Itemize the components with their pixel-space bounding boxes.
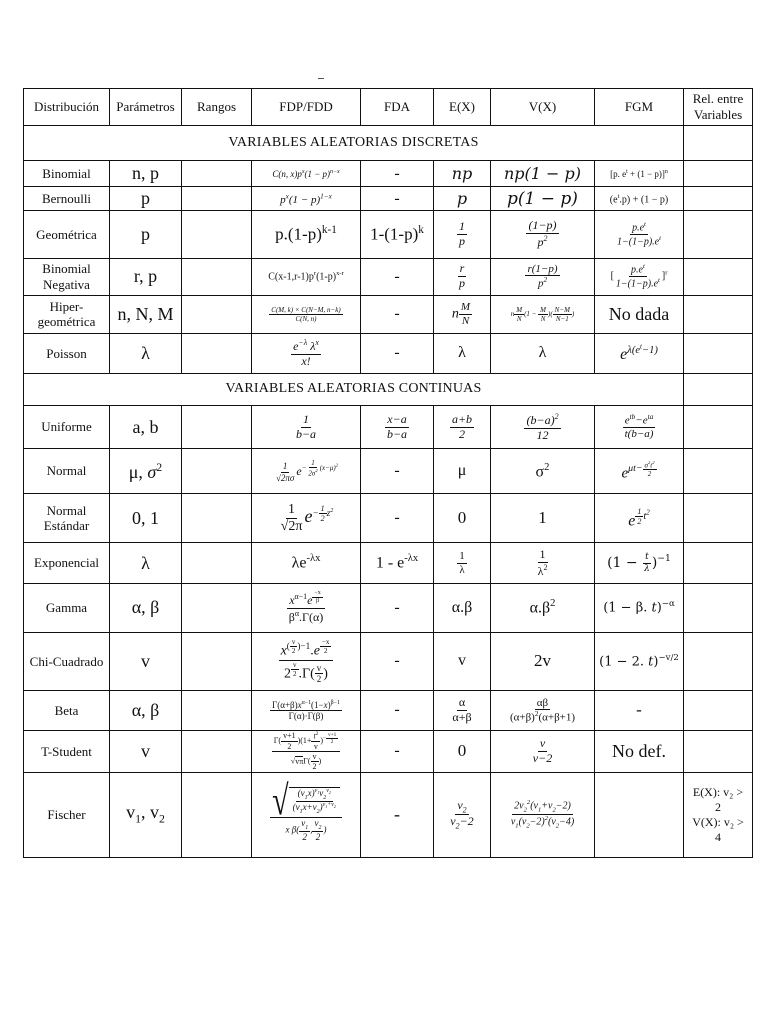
ex-formula: $\frac{r}{p}$ — [434, 258, 491, 295]
rel-conditions: E(X): v₂ > 2 V(X): v₂ > 4 — [684, 772, 753, 857]
row-normal — [24, 449, 753, 494]
header-rangos: Rangos — [182, 89, 252, 126]
ex-formula: $\frac{1}{p}$ — [434, 211, 491, 258]
header-fgm: FGM — [595, 89, 684, 126]
fdp-formula: $\frac{e^{-\lambda} \lambda^x}{x!}$ — [252, 333, 361, 373]
fda-value: - — [361, 449, 434, 494]
fda-value: - — [361, 731, 434, 773]
params: λ — [110, 333, 182, 373]
row-fischer — [24, 772, 753, 857]
row-binomial — [24, 161, 753, 187]
fda-value: - — [361, 258, 434, 295]
ex-value: α.β — [434, 583, 491, 632]
fdp-formula: $\lambda e^{-\lambda x}$ — [252, 543, 361, 583]
ex-value: μ — [434, 449, 491, 494]
params: r, p — [110, 258, 182, 295]
header-fdp: FDP/FDD — [252, 89, 361, 126]
ex-formula: p — [434, 187, 491, 211]
fgm-value: No dada — [595, 295, 684, 333]
fgm-formula: $e^{\mu t- \frac{\sigma^2t^2}{2}}$ — [595, 449, 684, 494]
header-vx: V(X) — [491, 89, 595, 126]
vx-formula: $\frac{(1-p)}{p^2}$ — [491, 211, 595, 258]
row-t-student — [24, 731, 753, 773]
vx-formula: $\frac{v}{v-2}$ — [491, 731, 595, 773]
fda-value: - — [361, 161, 434, 187]
fgm-value: No def. — [595, 731, 684, 773]
vx-formula: $\frac{2v_2^2(v_1+v_2-2)}{v_1(v_2-2)^2(v_2-4)}$ — [491, 772, 595, 857]
fda-formula: $1-(1-p)^k$ — [361, 211, 434, 258]
dist-name: Uniforme — [24, 406, 110, 449]
section-title-continuous: VARIABLES ALEATORIAS CONTINUAS — [24, 373, 684, 405]
vx-formula: $\frac{(b-a)^2}{12}$ — [491, 406, 595, 449]
header-fda: FDA — [361, 89, 434, 126]
dist-name: Poisson — [24, 333, 110, 373]
fgm-formula: $(e^t.p) + (1 - p)$ — [595, 187, 684, 211]
ex-formula: $\frac{a+b}{2}$ — [434, 406, 491, 449]
dist-name: Binomial Negativa — [24, 258, 110, 295]
fdp-formula: $\frac{C(M, k) \times C(N-M, n-k)}{C(N, n)}$ — [252, 295, 361, 333]
fgm-formula: (1 − 2. t)$^{-v/2}$ — [595, 632, 684, 690]
row-geometrica — [24, 211, 753, 258]
vx-formula: p(1 − p) — [491, 187, 595, 211]
fda-value: - — [361, 690, 434, 730]
fda-value: - — [361, 772, 434, 857]
fda-value: - — [361, 333, 434, 373]
fdp-formula: √ $\frac{(v_1x)^{v_1}v_2^{v_2}}{(v_1x+v_2)^{v_1+v_2}}$ x β( $\frac{v_1}{2}$ , $\frac{v_2}{2}$ ) — [252, 772, 361, 857]
fda-value: - — [361, 583, 434, 632]
dist-name: Geométrica — [24, 211, 110, 258]
row-gamma — [24, 583, 753, 632]
vx-value: λ — [491, 333, 595, 373]
vx-formula: $\frac{r(1-p)}{p^2}$ — [491, 258, 595, 295]
fdp-formula: $p.(1-p)^{k-1}$ — [252, 211, 361, 258]
fdp-formula: $\frac{1}{√2\pi}$ $e^{- \frac{1}{2} z^2}$ — [252, 494, 361, 543]
fgm-formula: $e^{\lambda(e^t-1)}$ — [595, 333, 684, 373]
vx-formula: $\sigma^2$ — [491, 449, 595, 494]
dist-name: Exponencial — [24, 543, 110, 583]
dist-name: Chi-Cuadrado — [24, 632, 110, 690]
vx-formula: np(1 − p) — [491, 161, 595, 187]
header-parametros: Parámetros — [110, 89, 182, 126]
fda-formula: $1 - e^{-\lambda x}$ — [361, 543, 434, 583]
fdp-formula: $x^{( \frac{v}{2} )-1}.e$ $^{\frac{-x}{2}}$ 2 $^{\frac{v}{2}}$ .Γ( $\frac{v}{2}$ ) — [252, 632, 361, 690]
ex-value: 0 — [434, 731, 491, 773]
fgm-value: - — [595, 690, 684, 730]
section-row-continuous — [24, 373, 753, 405]
fda-value: - — [361, 632, 434, 690]
fdp-formula: $\frac{1}{√2\pi\sigma}$ $e^{- \frac{1}{2\sigma^2} (x-\mu)^2}$ — [252, 449, 361, 494]
top-dash-mark — [318, 78, 324, 79]
params: v — [110, 632, 182, 690]
params: $v_1$, $v_2$ — [110, 772, 182, 857]
params: n, N, M — [110, 295, 182, 333]
fdp-formula: $C(x-1,r-1)p^r(1-p)^{x-r}$ — [252, 258, 361, 295]
dist-name: Beta — [24, 690, 110, 730]
row-poisson — [24, 333, 753, 373]
vx-formula: n $\frac{M}{N}$ (1 − $\frac{M}{N}$ )( $\frac{N-M}{N-1}$ ) — [491, 295, 595, 333]
ex-value: v — [434, 632, 491, 690]
fda-formula: $\frac{x-a}{b-a}$ — [361, 406, 434, 449]
header-rel: Rel. entre Variables — [684, 89, 753, 126]
fgm-formula: [p. $e^t + (1 - p)]^n$ — [595, 161, 684, 187]
fgm-formula: $e^{tb}-e^{ta}$ t(b−a) — [595, 406, 684, 449]
row-chi-cuadrado — [24, 632, 753, 690]
fdp-formula: $\frac{1}{b-a}$ — [252, 406, 361, 449]
params: p — [110, 187, 182, 211]
dist-name: Binomial — [24, 161, 110, 187]
params: p — [110, 211, 182, 258]
fdp-formula: $p^x(1 - p)^{1-x}$ — [252, 187, 361, 211]
ex-formula: np — [434, 161, 491, 187]
header-distribucion: Distribución — [24, 89, 110, 126]
fdp-formula: Γ( $\frac{v+1}{2}$ )(1+ $\frac{t^2}{v}$ )$^{- \frac{v+1}{2}}$ √vπΓ( $\frac{v}{2}$ ) — [252, 731, 361, 773]
row-bernoulli — [24, 187, 753, 211]
ex-formula: n $\frac{M}{N}$ — [434, 295, 491, 333]
fdp-formula: $x^{\alpha-1}e$ $^{\frac{-x}{\beta}}$ $\beta^\alpha.\Gamma(\alpha)$ — [252, 583, 361, 632]
dist-name: Hiper- geométrica — [24, 295, 110, 333]
vx-formula: $\frac{\alpha\beta}{(\alpha+\beta)^2(\alpha+\beta+1)}$ — [491, 690, 595, 730]
header-row — [24, 89, 753, 126]
row-hipergeometrica — [24, 295, 753, 333]
params: 0, 1 — [110, 494, 182, 543]
fda-value: - — [361, 187, 434, 211]
dist-name: Normal — [24, 449, 110, 494]
params: α, β — [110, 583, 182, 632]
dist-name: T-Student — [24, 731, 110, 773]
fdp-formula: C(n, $x)p^x(1 - p)^{n-x}$ — [252, 161, 361, 187]
dist-name: Normal Estándar — [24, 494, 110, 543]
dist-name: Gamma — [24, 583, 110, 632]
distribution-table — [23, 88, 753, 858]
row-uniforme — [24, 406, 753, 449]
ex-formula: $\frac{v_2}{v_2-2}$ — [434, 772, 491, 857]
section-title-discrete: VARIABLES ALEATORIAS DISCRETAS — [24, 126, 684, 161]
params: α, β — [110, 690, 182, 730]
fda-value: - — [361, 494, 434, 543]
vx-formula: $\frac{1}{\lambda^2}$ — [491, 543, 595, 583]
ex-value: 0 — [434, 494, 491, 543]
params: μ, $\sigma^2$ — [110, 449, 182, 494]
fgm-formula: [ $\frac{p.e^t}{1-(1-p).e^t}$ ]$^r$ — [595, 258, 684, 295]
row-binomial-negativa — [24, 258, 753, 295]
fgm-formula: (1 − $\frac{t}{\lambda}$ )$^{-1}$ — [595, 543, 684, 583]
row-normal-estandar — [24, 494, 753, 543]
section-row-discrete — [24, 126, 753, 161]
ex-value: λ — [434, 333, 491, 373]
params: a, b — [110, 406, 182, 449]
fgm-formula: (1 − β. t)$^{-\alpha}$ — [595, 583, 684, 632]
fgm-formula: $\frac{p.e^t}{1-(1-p).e^t}$ — [595, 211, 684, 258]
vx-value: 2v — [491, 632, 595, 690]
fda-value: - — [361, 295, 434, 333]
fgm-formula: e $^{\frac{1}{2} t^2}$ — [595, 494, 684, 543]
params: v — [110, 731, 182, 773]
vx-value: 1 — [491, 494, 595, 543]
params: λ — [110, 543, 182, 583]
header-ex: E(X) — [434, 89, 491, 126]
fdp-formula: $\frac{\Gamma(\alpha+\beta)x^{\alpha-1}(1-x)^{\beta-1}}{\Gamma(\alpha)\cdot\Gamma(\beta)}$ — [252, 690, 361, 730]
dist-name: Fischer — [24, 772, 110, 857]
ex-formula: $\frac{1}{\lambda}$ — [434, 543, 491, 583]
vx-formula: $\alpha.\beta^2$ — [491, 583, 595, 632]
ex-formula: $\frac{\alpha}{\alpha+\beta}$ — [434, 690, 491, 730]
row-exponencial — [24, 543, 753, 583]
dist-name: Bernoulli — [24, 187, 110, 211]
row-beta — [24, 690, 753, 730]
params: n, p — [110, 161, 182, 187]
